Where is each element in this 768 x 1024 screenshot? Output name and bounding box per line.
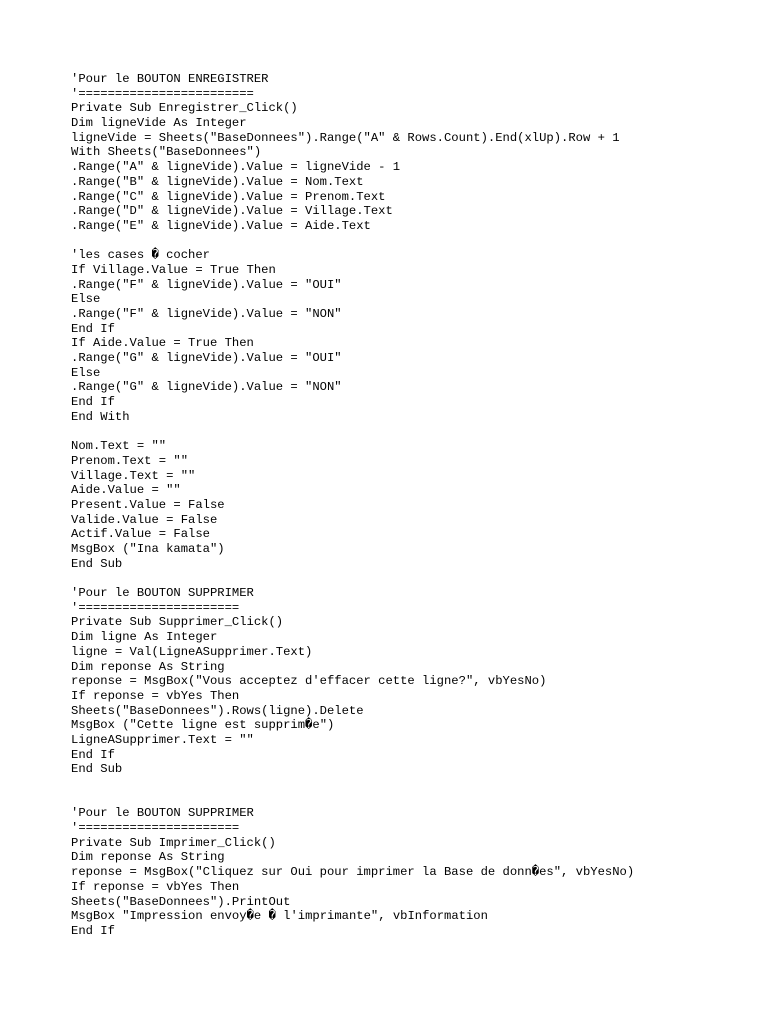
code-line: If reponse = vbYes Then	[71, 879, 240, 894]
code-line: Nom.Text = ""	[71, 439, 167, 454]
code-line: reponse = MsgBox("Vous acceptez d'effacer cette ligne?", vbYesNo)	[71, 674, 547, 689]
code-line: reponse = MsgBox("Cliquez sur Oui pour imprimer la Base de donn�es", vbYesNo)	[71, 865, 635, 880]
code-line: .Range("C" & ligneVide).Value = Prenom.Text	[71, 189, 386, 204]
code-line: 'Pour le BOUTON SUPPRIMER	[71, 586, 254, 601]
code-line: If Aide.Value = True Then	[71, 336, 254, 351]
code-line: End If	[71, 321, 115, 336]
code-line: End If	[71, 747, 115, 762]
blank-line	[71, 571, 751, 586]
code-line: .Range("G" & ligneVide).Value = "NON"	[71, 380, 342, 395]
code-line: Private Sub Supprimer_Click()	[71, 615, 284, 630]
code-line: Present.Value = False	[71, 497, 225, 512]
code-line: ligneVide = Sheets("BaseDonnees").Range("A" & Rows.Count).End(xlUp).Row + 1	[71, 130, 620, 145]
code-line: Sheets("BaseDonnees").PrintOut	[71, 894, 291, 909]
code-line: Aide.Value = ""	[71, 483, 181, 498]
code-line: MsgBox "Impression envoy�e � l'imprimante", vbInformation	[71, 909, 488, 924]
code-line: If Village.Value = True Then	[71, 262, 276, 277]
code-line: Actif.Value = False	[71, 527, 210, 542]
code-line: .Range("E" & ligneVide).Value = Aide.Text	[71, 218, 371, 233]
code-line: Private Sub Enregistrer_Click()	[71, 101, 298, 116]
code-line: End With	[71, 409, 130, 424]
code-line: End Sub	[71, 762, 123, 777]
code-line: .Range("A" & ligneVide).Value = ligneVide - 1	[71, 160, 401, 175]
code-line: LigneASupprimer.Text = ""	[71, 732, 254, 747]
imprimer-code-block	[71, 806, 751, 938]
code-line: End Sub	[71, 556, 123, 571]
code-line: Dim ligneVide As Integer	[71, 116, 247, 131]
code-line: Dim ligne As Integer	[71, 630, 218, 645]
code-line: 'Pour le BOUTON ENREGISTRER	[71, 72, 269, 86]
code-line: '======================	[71, 600, 240, 615]
code-line: '======================	[71, 821, 240, 836]
code-line: Else	[71, 365, 101, 380]
code-line: .Range("D" & ligneVide).Value = Village.Text	[71, 204, 393, 219]
code-line: .Range("G" & ligneVide).Value = "OUI"	[71, 351, 342, 366]
code-line: .Range("F" & ligneVide).Value = "OUI"	[71, 277, 342, 292]
code-line: If reponse = vbYes Then	[71, 688, 240, 703]
code-line: Dim reponse As String	[71, 850, 225, 865]
code-line: Prenom.Text = ""	[71, 453, 189, 468]
supprimer-code-block	[71, 586, 751, 777]
code-line: .Range("B" & ligneVide).Value = Nom.Text	[71, 174, 364, 189]
code-line: 'Pour le BOUTON SUPPRIMER	[71, 806, 254, 821]
code-line: Valide.Value = False	[71, 512, 218, 527]
blank-line	[71, 425, 751, 440]
code-document	[71, 72, 751, 939]
code-line: Else	[71, 292, 101, 307]
reset-fields-code-block	[71, 439, 751, 571]
blank-line	[71, 234, 751, 249]
code-line: Sheets("BaseDonnees").Rows(ligne).Delete	[71, 703, 364, 718]
blank-line	[71, 792, 751, 807]
code-line: MsgBox ("Cette ligne est supprim�e")	[71, 718, 335, 733]
code-line: '========================	[71, 86, 254, 101]
code-line: Dim reponse As String	[71, 659, 225, 674]
code-line: With Sheets("BaseDonnees")	[71, 145, 262, 160]
code-line: .Range("F" & ligneVide).Value = "NON"	[71, 307, 342, 321]
enregistrer-code-block	[71, 72, 751, 234]
code-line: MsgBox ("Ina kamata")	[71, 542, 225, 556]
checkbox-code-block	[71, 248, 751, 424]
code-line: Village.Text = ""	[71, 468, 196, 483]
code-line: ligne = Val(LigneASupprimer.Text)	[71, 644, 313, 659]
code-line: Private Sub Imprimer_Click()	[71, 835, 276, 850]
blank-line	[71, 777, 751, 792]
code-line: End If	[71, 923, 115, 938]
code-line: End If	[71, 395, 115, 410]
code-line: 'les cases � cocher	[71, 248, 210, 263]
